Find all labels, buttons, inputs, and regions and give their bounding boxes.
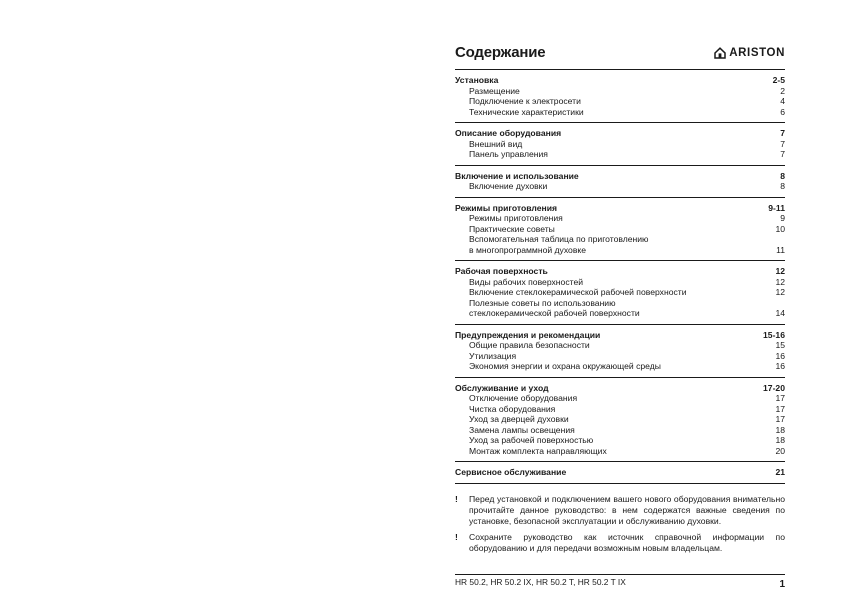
toc-section-page: 7 (780, 128, 785, 138)
toc-entry-page: 15 (775, 340, 785, 350)
toc-entry (455, 245, 785, 256)
toc-entry-page: 6 (780, 106, 785, 117)
toc-entry-label: Монтаж комплекта направляющих (469, 445, 607, 456)
toc-entry (455, 340, 785, 351)
page-footer (455, 574, 785, 590)
toc-section-heading (455, 128, 785, 139)
toc-section-page: 21 (775, 467, 785, 477)
toc-section-page: 8 (780, 170, 785, 181)
model-list: HR 50.2, HR 50.2 IX, HR 50.2 T, HR 50.2 T IX (455, 577, 626, 587)
toc-section-page: 15-16 (763, 329, 785, 340)
toc-section-heading (455, 467, 785, 478)
toc-entry (455, 446, 785, 457)
toc-entry (455, 96, 785, 107)
toc-entry-page: 9 (780, 213, 785, 223)
toc-section-heading (455, 75, 785, 86)
note-text: Сохраните руководство как источник справочной информации по оборудованию и для передачи возможным новым владельцам. (469, 532, 785, 554)
toc-entry (455, 234, 785, 245)
toc-entry-page: 8 (780, 181, 785, 191)
toc-entry (455, 107, 785, 118)
toc-section (455, 198, 785, 262)
toc-entry (455, 149, 785, 160)
toc-entry-label: Экономия энергии и охрана окружающей среды (469, 361, 661, 371)
toc-entry-label: Размещение (469, 85, 520, 96)
toc-section-heading (455, 203, 785, 214)
toc-section (455, 378, 785, 463)
toc-entry-label: Утилизация (469, 350, 517, 361)
toc-section-page: 12 (775, 266, 785, 276)
toc-entry-label: Режимы приготовления (469, 213, 563, 223)
toc-entry-label: стеклокерамической рабочей поверхности (469, 308, 640, 318)
toc-entry-page: 18 (775, 424, 785, 435)
toc-entry-page: 12 (775, 276, 785, 287)
toc-entry-label: Панель управления (469, 149, 548, 159)
house-logo-icon (714, 47, 726, 59)
toc-entry-label: Внешний вид (469, 138, 523, 149)
toc-entry-page: 16 (775, 361, 785, 371)
toc-section (455, 123, 785, 166)
toc-entry (455, 287, 785, 298)
brand-logo (714, 47, 785, 59)
note-item (455, 532, 785, 554)
toc-section (455, 166, 785, 198)
page-header (455, 44, 785, 66)
toc-section-title: Описание оборудования (455, 128, 562, 138)
toc-entry-label: Технические характеристики (469, 106, 584, 117)
toc-section-page: 9-11 (768, 202, 785, 213)
toc-entry-label: Вспомогательная таблица по приготовлению (469, 234, 649, 244)
toc-entry-page: 18 (775, 435, 785, 445)
toc-section-title: Установка (455, 75, 499, 85)
toc-entry-page: 2 (780, 85, 785, 96)
toc-entry (455, 86, 785, 97)
toc-entry-label: Общие правила безопасности (469, 340, 590, 350)
toc-section-title: Включение и использование (455, 170, 579, 181)
toc-entry-page: 10 (775, 223, 785, 234)
toc-entry-page: 17 (775, 414, 785, 424)
toc-entry-label: Включение духовки (469, 181, 548, 191)
toc-entry (455, 425, 785, 436)
toc-entry-page: 12 (775, 287, 785, 297)
toc-entry (455, 351, 785, 362)
toc-section-heading (455, 266, 785, 277)
toc-entry-label: Полезные советы по использованию (469, 297, 616, 308)
toc-entry-label: Отключение оборудования (469, 393, 578, 403)
brand-name: ARISTON (729, 47, 785, 59)
toc-section (455, 462, 785, 484)
toc-entry (455, 181, 785, 192)
toc-entry (455, 139, 785, 150)
toc-section (455, 325, 785, 378)
toc-section-page: 17-20 (763, 382, 785, 393)
toc-section (455, 261, 785, 325)
toc-entry (455, 224, 785, 235)
toc-entry-page: 7 (780, 149, 785, 159)
toc-entry-page: 16 (775, 350, 785, 361)
toc-entry (455, 213, 785, 224)
table-of-contents (455, 70, 785, 484)
toc-entry-page: 17 (775, 393, 785, 403)
toc-entry-label: Чистка оборудования (469, 403, 556, 414)
contents-page (455, 44, 785, 560)
toc-entry-label: Уход за дверцей духовки (469, 414, 569, 424)
toc-entry (455, 404, 785, 415)
toc-entry (455, 361, 785, 372)
toc-entry-page: 11 (776, 244, 785, 255)
toc-entry-label: Уход за рабочей поверхностью (469, 435, 594, 445)
page-title: Содержание (455, 44, 546, 61)
toc-entry-page: 7 (780, 138, 785, 149)
toc-section (455, 70, 785, 123)
toc-section-heading (455, 330, 785, 341)
toc-entry (455, 298, 785, 309)
warning-marker: ! (455, 493, 458, 504)
toc-entry-page: 4 (780, 96, 785, 106)
toc-entry-label: Практические советы (469, 223, 555, 234)
warning-marker: ! (455, 532, 458, 543)
toc-entry (455, 277, 785, 288)
toc-entry-page: 17 (775, 403, 785, 414)
note-text: Перед установкой и подключением вашего нового оборудования внимательно прочитайте данное руководство: в нем содержатся важные сведения по установке, безопасной эксплуатации и обслуживанию духовки. (469, 493, 785, 526)
toc-entry-page: 14 (775, 308, 785, 318)
toc-entry (455, 393, 785, 404)
toc-entry (455, 414, 785, 425)
toc-section-title: Рабочая поверхность (455, 266, 548, 276)
toc-section-title: Сервисное обслуживание (455, 467, 567, 477)
toc-section-heading (455, 383, 785, 394)
toc-section-page: 2-5 (772, 75, 785, 85)
toc-entry-label: Виды рабочих поверхностей (469, 276, 584, 287)
notes (455, 494, 785, 555)
toc-entry (455, 435, 785, 446)
toc-entry-label: Включение стеклокерамической рабочей поверхности (469, 287, 687, 297)
toc-section-title: Обслуживание и уход (455, 382, 549, 393)
page-number: 1 (779, 579, 785, 590)
toc-entry-label: Подключение к электросети (469, 96, 581, 106)
note-item (455, 494, 785, 528)
toc-entry (455, 308, 785, 319)
toc-section-title: Режимы приготовления (455, 202, 557, 213)
toc-section-title: Предупреждения и рекомендации (455, 329, 601, 340)
toc-section-heading (455, 171, 785, 182)
toc-entry-label: Замена лампы освещения (469, 424, 575, 435)
toc-entry-label: в многопрограммной духовке (469, 244, 587, 255)
toc-entry-page: 20 (775, 445, 785, 456)
